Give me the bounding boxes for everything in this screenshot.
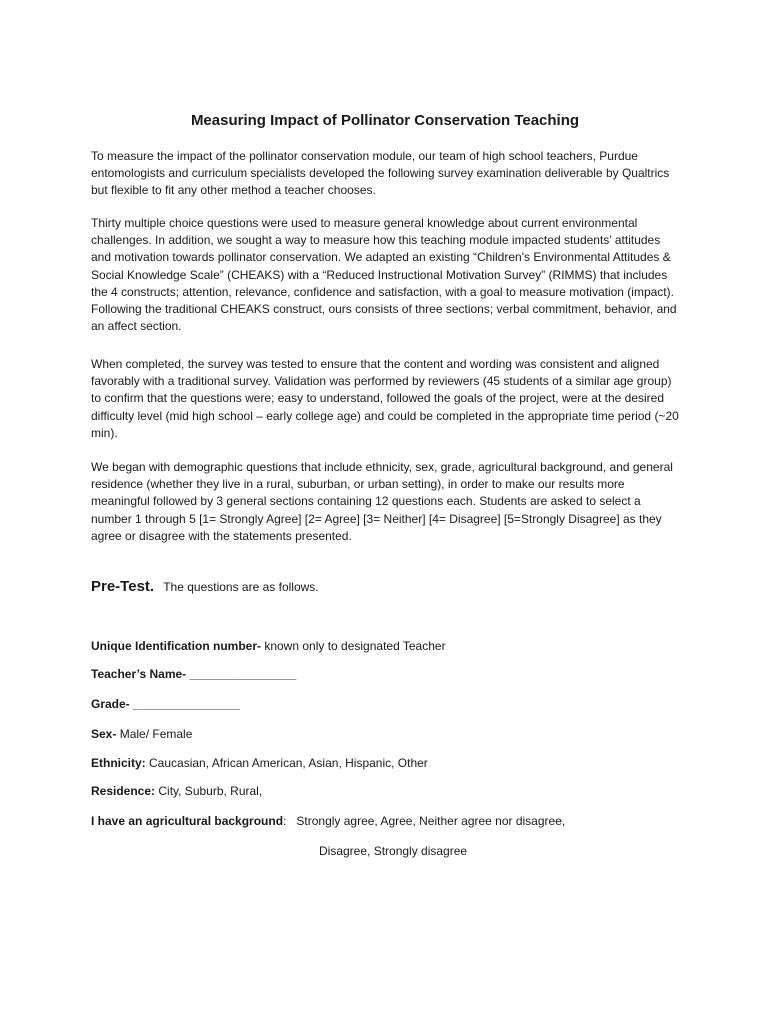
teacher-name-field [91,666,296,683]
validation-paragraph: When completed, the survey was tested to ensure that the content and wording was consistent and aligned favorably with a traditional survey. Validation was performed by reviewers (45 students of a similar age group) to confirm that the questions were; easy to understand, followed the goals of the project, were at the desired difficulty level (mid high school – early college age) and could be completed in the appropriate time period (~20 min). [91,357,679,440]
demographics-paragraph: We began with demographic questions that include ethnicity, sex, grade, agricultural background, and general residence (whether they live in a rural, suburban, or urban setting), in order to make our results more meaningful followed by 3 general sections containing 12 questions each. Students are asked to select a number 1 through 5 [1= Strongly Agree] [2= Agree] [3= Neither] [4= Disagree] [5=Strongly Disagree] as they agree or disagree with the statements presented. [91,460,673,543]
method-paragraph: Thirty multiple choice questions were used to measure general knowledge about current environmental challenges. In addition, we sought a way to measure how this teaching module impacted students’ attitudes and motivation towards pollinator conservation. We adapted an existing “Children's Environmental Attitudes & Social Knowledge Scale” (CHEAKS) with a “Reduced Instructional Motivation Survey” (RIMMS) that includes the 4 constructs; attention, relevance, confidence and satisfaction, with a goal to measure motivation (impact). Following the traditional CHEAKS construct, ours consists of three sections; verbal commitment, behavior, and an affect section. [91,216,677,334]
intro-paragraph: To measure the impact of the pollinator conservation module, our team of high school teachers, Purdue entomologists and curriculum specialists developed the following survey examination deliverable by Qualtrics but flexible to fit any other method a teacher chooses. [91,149,670,198]
ethnicity-options: Caucasian, African American, Asian, Hispanic, Other [145,756,428,770]
teacher-name-blank: ________________ [186,667,297,681]
sex-options: Male/ Female [116,727,193,741]
uid-text: known only to designated Teacher [261,639,446,653]
residence-options: City, Suburb, Rural, [155,784,263,798]
agricultural-background-label: I have an agricultural background [91,814,284,828]
grade-label: Grade- [91,697,130,711]
pretest-label: Pre-Test. [91,578,155,595]
sex-label: Sex- [91,727,117,741]
agricultural-background-field [91,813,565,830]
ethnicity-field [91,755,428,772]
uid-label: Unique Identification number- [91,639,261,653]
uid-field [91,638,446,655]
grade-field [91,696,240,713]
agricultural-background-options: : Strongly agree, Agree, Neither agree nor disagree, [283,814,566,828]
pretest-text: The questions are as follows. [163,580,319,594]
residence-field [91,783,262,800]
ethnicity-label: Ethnicity: [91,756,146,770]
sex-field [91,726,192,743]
teacher-name-label: Teacher’s Name- [91,667,187,681]
document-title: Measuring Impact of Pollinator Conservation Teaching [190,112,580,129]
agricultural-background-options-continued: Disagree, Strongly disagree [319,844,468,858]
residence-label: Residence: [91,784,156,798]
grade-blank: ________________ [129,697,240,711]
pretest-heading [91,577,319,597]
